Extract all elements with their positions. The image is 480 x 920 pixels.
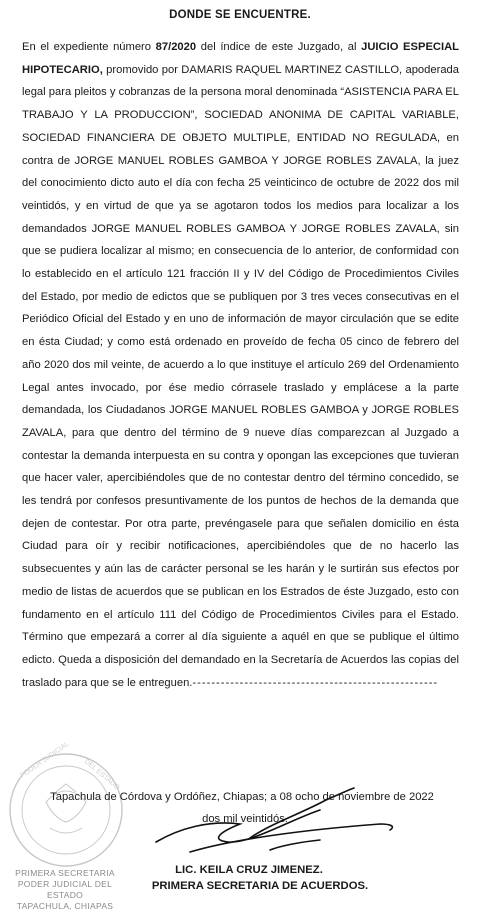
svg-text:PODER JUDICIAL: PODER JUDICIAL — [19, 740, 71, 780]
signer-block — [0, 862, 480, 894]
seal-line: PRIMERA SECRETARIA — [15, 868, 115, 878]
juicio-type: JUICIO ESPECIAL HIPOTECARIO, — [22, 41, 460, 76]
edict-body — [22, 36, 459, 694]
edict-paragraph — [22, 36, 459, 694]
place-date-line-1: Tapachula de Córdova y Ordóñez, Chiapas; a 08 ocho de noviembre de 2022 — [50, 791, 434, 803]
svg-text:DEL ESTADO: DEL ESTADO — [82, 758, 121, 792]
handwritten-signature — [150, 780, 410, 870]
place-date-line-2: dos mil veintidós. — [202, 813, 288, 825]
signer-name: LIC. KEILA CRUZ JIMENEZ. — [175, 864, 323, 876]
signer-title: PRIMERA SECRETARIA DE ACUERDOS. — [151, 880, 369, 892]
document-heading: DONDE SE ENCUENTRE. — [169, 9, 311, 21]
body-text: promovido por DAMARIS RAQUEL MARTINEZ CASTILLO, apoderada legal para pleitos y cobranzas de la persona moral denominada “ASISTENCIA PARA EL TRABAJO Y LA PRODUCCION”, SOCIEDAD ANONIMA DE CAPITAL VARIABLE, SOCIEDAD FINANCIERA DE OBJETO MULTIPLE, ENTIDAD NO REGULADA, en contra de JORGE MANUEL ROBLES GAMBOA Y JORGE ROBLES ZAVALA, la juez del conocimiento dicto auto el día con fecha 25 veinticinco de octubre de 2022 dos mil veintidós, y en virtud de que ya se agotaron todos los medios para localizar a los demandados JORGE MANUEL ROBLES GAMBOA Y JORGE ROBLES ZAVALA, sin que se pudiera localizar al mismo; en consecuencia de lo anterior, de conformidad con lo establecido en el artículo 121 fracción II y IV del Código de Procedimientos Civiles del Estado, por medio de edictos que se publiquen por 3 tres veces consecutivas en el Periódico Oficial del Estado y en uno de información de mayor circulación que se edite en ésta Ciudad; y como está ordenado en proveído de fecha 05 cinco de febrero del año 2020 dos mil veinte, de acuerdo a lo que instituye el artículo 269 del Ordenamiento Legal antes invocado, por ése medio córrasele traslado y emplácese a la parte demandada, los Ciudadanos JORGE MANUEL ROBLES GAMBOA y JORGE ROBLES ZAVALA, para que dentro del término de 9 nueve días comparezcan al Juzgado a contestar la demanda interpuesta en su contra y opongan las excepciones que tuvieran que hacer valer, apercibiéndoles que de no contestar dentro del término concedido, se les tendrá por confesos presuntivamente de los puntos de hechos de la demanda que dejen de contestar. Por otra parte, prevéngasele para que señalen domicilio en ésta Ciudad para oír y recibir notificaciones, apercibiéndoles que de no hacerlo las subsecuentes y aún las de carácter personal se les harán y le surtirán sus efectos por medio de listas de acuerdos que se publican en los Estrados de éste Juzgado, esto con fundamento en el artículo 111 del Código de Procedimientos Civiles para el Estado. Término que empezará a correr al día siguiente a aquél en que se publique el último edicto. Queda a disposición del demandado en la Secretaría de Acuerdos las copias del traslado para que se le entreguen. — [22, 63, 459, 689]
intro-text: En el expediente número — [22, 41, 156, 53]
seal-line: PODER JUDICIAL DEL ESTADO — [17, 879, 113, 900]
seal-line: TAPACHULA, CHIAPAS — [16, 901, 114, 911]
dash-filler: ---------------------------------------------------- — [192, 676, 439, 689]
indice-text: del índice de este Juzgado, al — [196, 41, 362, 53]
expediente-number: 87/2020 — [155, 41, 197, 53]
